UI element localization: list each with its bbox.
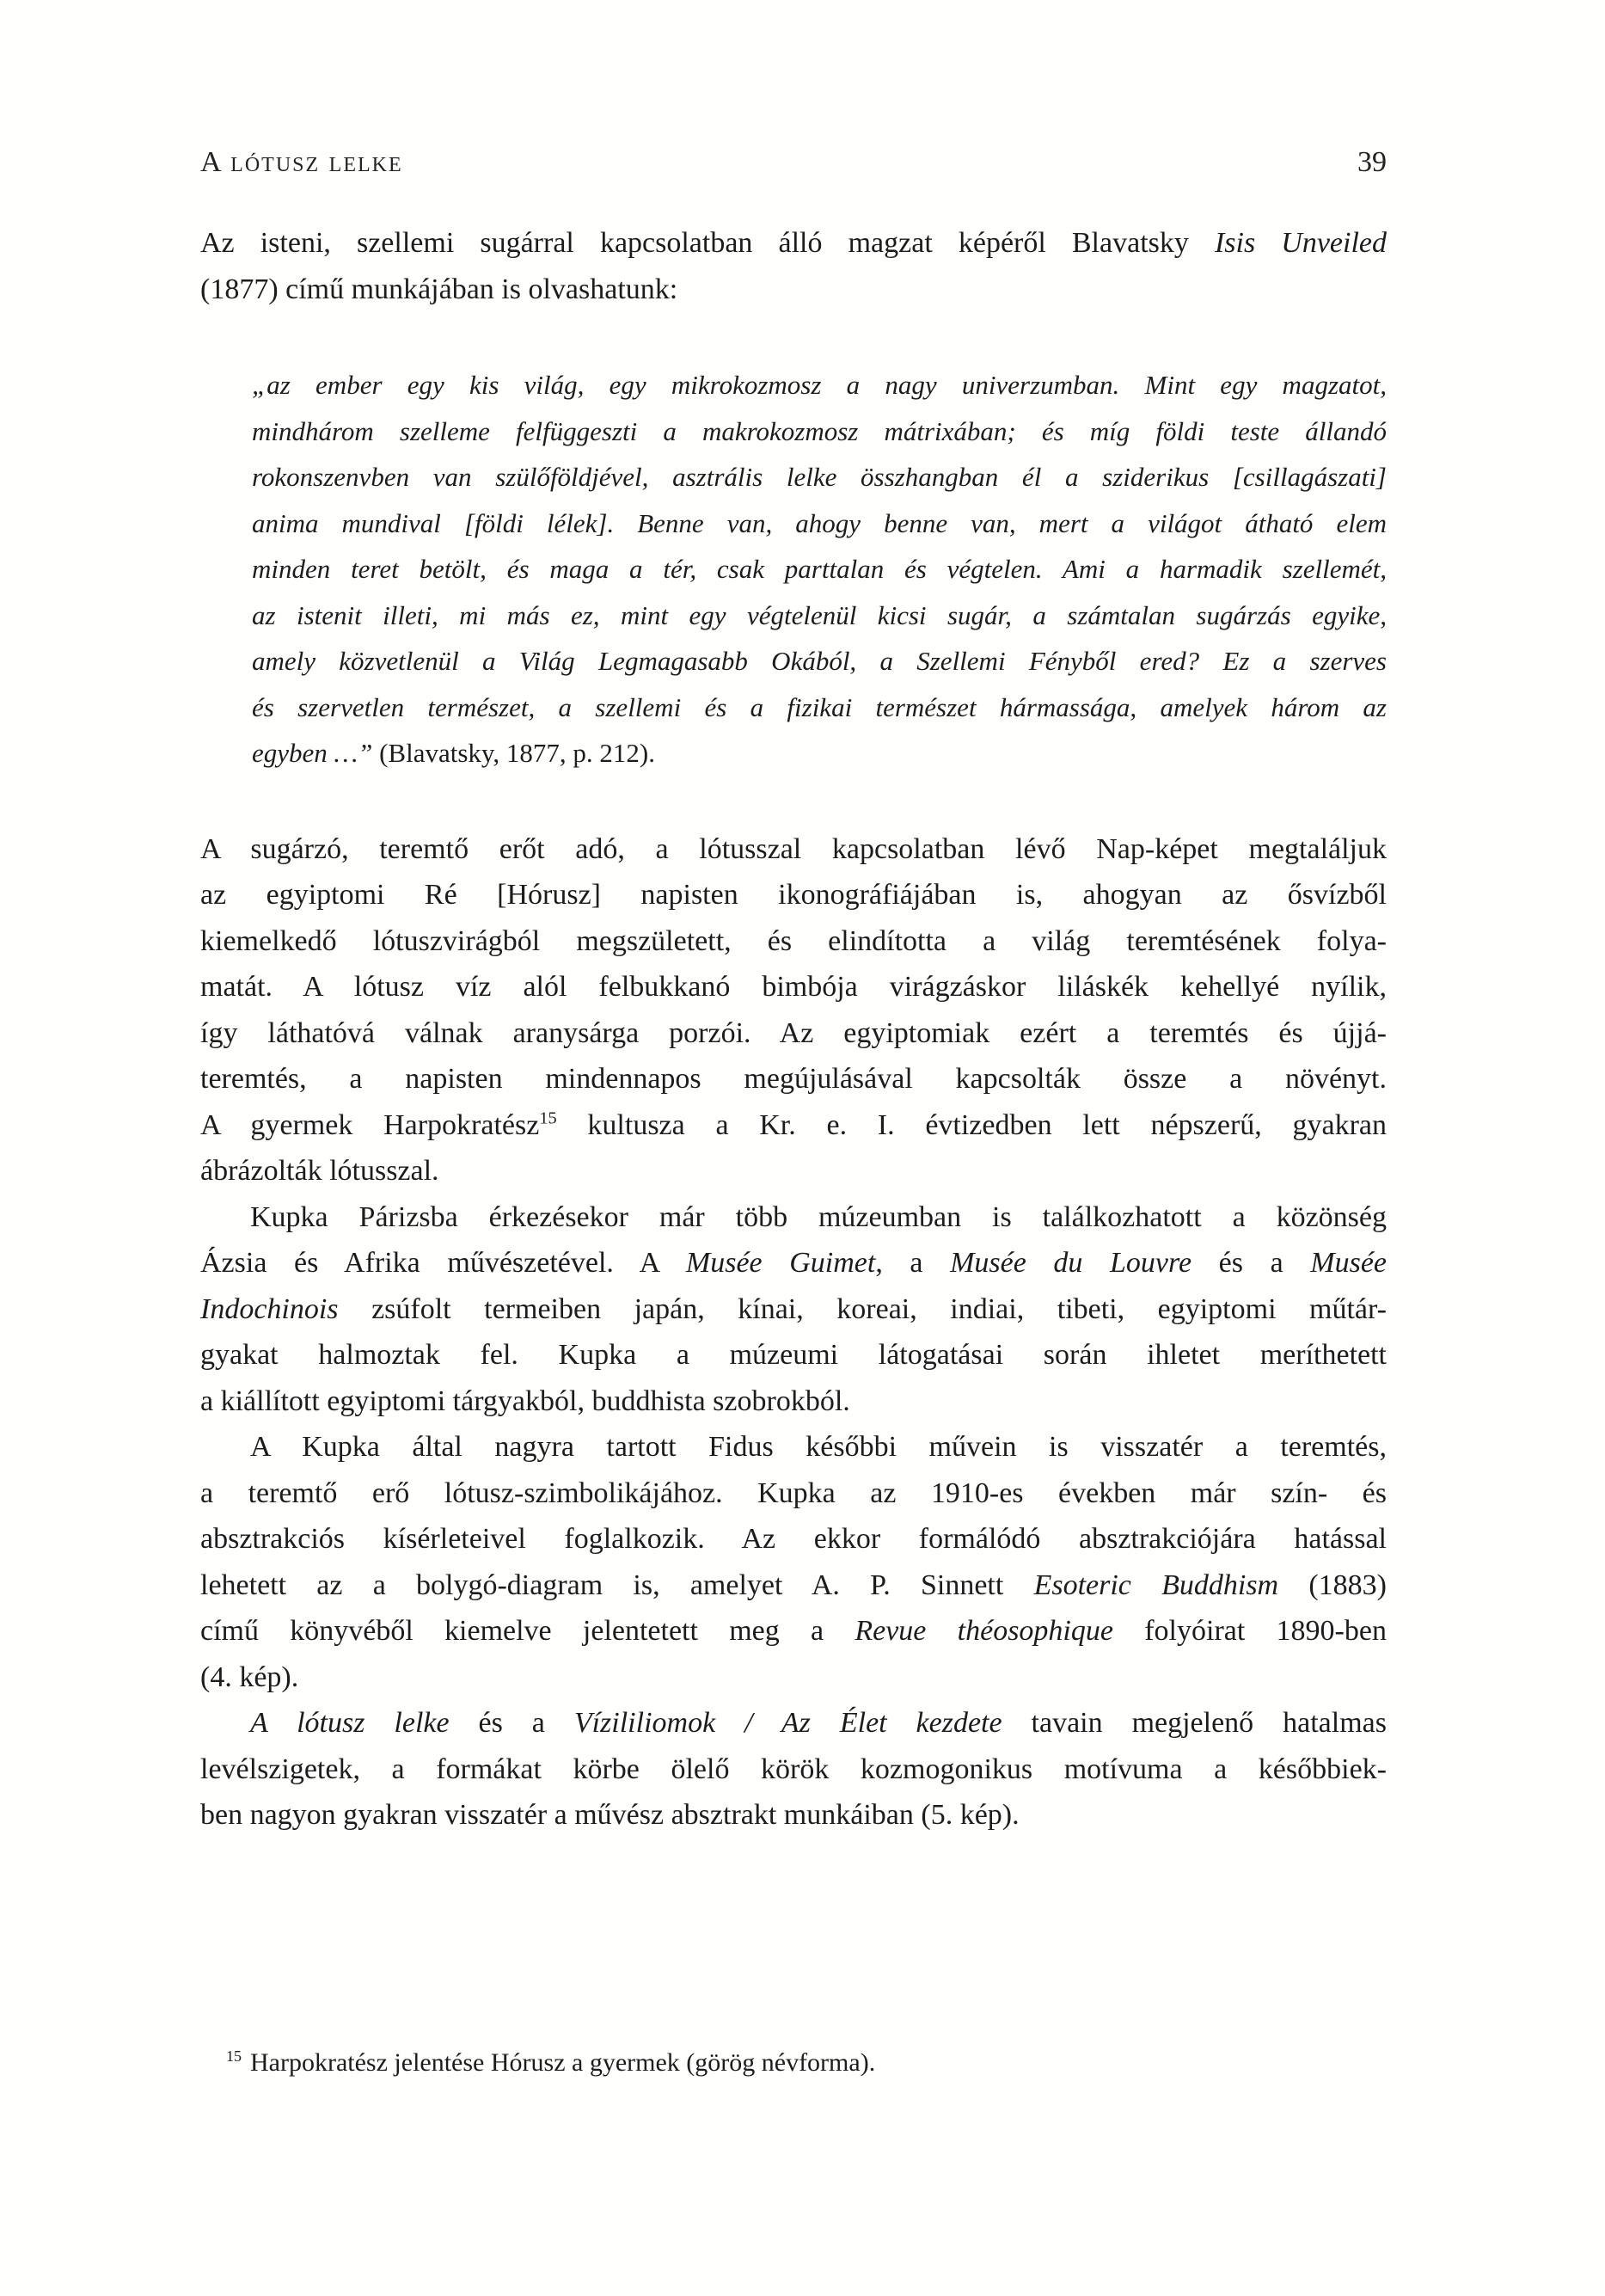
text-segment: lehetett az a bolygó-diagram is, amelyet A. P. Sinnett [200, 1569, 1034, 1601]
paragraph [200, 1700, 1387, 1839]
paragraph [200, 826, 1387, 1194]
text-line [252, 730, 1387, 777]
text-segment: tavain megjelenő hatalmas [1002, 1707, 1387, 1739]
text-line [200, 1562, 1387, 1609]
footnote-text: Harpokratész jelentése Hórusz a gyermek (görög névforma). [250, 2048, 876, 2077]
text-line [200, 267, 1387, 313]
text-line [252, 638, 1387, 685]
text-segment: Esoteric Buddhism [1033, 1569, 1279, 1601]
text-line [200, 1747, 1387, 1793]
paragraph [200, 1194, 1387, 1425]
text-segment: című könyvéből kiemelve jelentetett meg a [200, 1615, 855, 1647]
text-segment: és szervetlen természet, a szellemi és a fizikai természet hármassága, amelyek három az [252, 691, 1387, 722]
text-segment: levélszigetek, a formákat körbe ölelő körök kozmogonikus motívuma a későbbiek- [200, 1753, 1387, 1785]
text-line [200, 1056, 1387, 1102]
text-segment: kiemelkedő lótuszvirágból megszületett, és elindította a világ teremtésének folya- [200, 924, 1387, 957]
footnote [226, 2045, 1378, 2081]
running-header [200, 146, 1387, 179]
body-text [200, 220, 1387, 1839]
blockquote [252, 362, 1387, 777]
text-segment: amely közvetlenül a Világ Legmagasabb Okából, a Szellemi Fényből ered? Ez a szerves [252, 646, 1387, 676]
text-line [200, 964, 1387, 1010]
text-segment: Musée [1310, 1247, 1388, 1279]
text-line [200, 1470, 1387, 1517]
text-segment: Vízililiomok / Az Élet kezdete [573, 1707, 1002, 1739]
text-segment: a teremtő erő lótusz-szimbolikájához. Kupka az 1910-es években már szín- és [200, 1476, 1387, 1509]
text-segment: így láthatóvá válnak aranysárga porzói. Az egyiptomiak ezért a teremtés és újjá- [200, 1016, 1387, 1049]
text-line [200, 1332, 1387, 1378]
text-segment: Isis Unveiled [1214, 227, 1388, 259]
text-line [200, 1792, 1387, 1839]
text-segment: A gyermek Harpokratész [200, 1108, 540, 1141]
paragraph [200, 220, 1387, 312]
text-line [200, 918, 1387, 965]
text-line [252, 546, 1387, 592]
text-line [252, 500, 1387, 547]
text-segment: , a [875, 1247, 951, 1279]
text-segment: és a [1191, 1247, 1311, 1279]
text-segment: mindhárom szelleme felfüggeszti a makrokozmosz mátrixában; és míg földi teste állandó [252, 415, 1387, 446]
text-line [200, 872, 1387, 918]
text-line [200, 1424, 1387, 1470]
text-line [252, 408, 1387, 455]
text-line [252, 685, 1387, 731]
page-header-title: A lótusz lelke [200, 146, 403, 178]
text-segment: (Blavatsky, 1877, p. 212). [379, 738, 655, 768]
text-segment: „az ember egy kis világ, egy mikrokozmosz a nagy univerzumban. Mint egy magzatot, [252, 370, 1387, 400]
text-line [200, 1516, 1387, 1562]
text-segment: Indochinois [200, 1292, 339, 1325]
text-segment: A Kupka által nagyra tartott Fidus későbbi művein is visszatér a teremtés, [250, 1431, 1387, 1463]
text-segment: az egyiptomi Ré [Hórusz] napisten ikonográfiájában is, ahogyan az ősvízből [200, 879, 1387, 911]
text-segment: Az isteni, szellemi sugárral kapcsolatban álló magzat képéről Blavatsky [200, 227, 1215, 259]
text-segment: A lótusz lelke [250, 1707, 450, 1739]
text-segment: gyakat halmoztak fel. Kupka a múzeumi látogatásai során ihletet meríthetett [200, 1339, 1387, 1371]
text-segment: (4. kép). [200, 1661, 299, 1693]
text-line [200, 1010, 1387, 1057]
text-line [252, 592, 1387, 639]
text-segment: Musée Guimet [685, 1247, 876, 1279]
text-line [200, 1148, 1387, 1194]
text-segment: és a [449, 1707, 574, 1739]
footnote-marker: 15 [226, 2047, 242, 2065]
text-segment: (1883) [1278, 1569, 1387, 1601]
text-segment: folyóirat 1890-ben [1112, 1615, 1387, 1647]
paragraph [200, 1424, 1387, 1700]
text-segment: Revue théosophique [855, 1615, 1113, 1647]
text-segment: absztrakciós kísérleteivel foglalkozik. Az ekkor formálódó absztrakciójára hatással [200, 1523, 1387, 1555]
text-line [200, 1378, 1387, 1425]
footnote-reference: 15 [539, 1108, 557, 1128]
text-segment: teremtés, a napisten mindennapos megújulásával kapcsolták össze a növényt. [200, 1063, 1387, 1095]
text-segment: az istenit illeti, mi más ez, mint egy végtelenül kicsi sugár, a számtalan sugárzás egyike, [252, 599, 1387, 630]
text-segment: rokonszenvben van szülőföldjével, asztrális lelke összhangban él a sziderikus [csillagászati] [252, 462, 1387, 492]
text-segment: Ázsia és Afrika művészetével. A [200, 1247, 686, 1279]
text-segment: ábrázolták lótusszal. [200, 1155, 439, 1187]
text-segment: zsúfolt termeiben japán, kínai, koreai, indiai, tibeti, egyiptomi műtár- [338, 1292, 1387, 1325]
text-segment: anima mundival [földi lélek]. Benne van, ahogy benne van, mert a világot átható elem [252, 507, 1387, 538]
text-segment: Kupka Párizsba érkezésekor már több múzeumban is találkozhatott a közönség [250, 1200, 1387, 1233]
text-segment: egyben …” [252, 738, 380, 768]
text-line [252, 454, 1387, 500]
text-segment: Musée du Louvre [950, 1247, 1192, 1279]
page-number: 39 [1357, 146, 1387, 178]
text-segment: minden teret betölt, és maga a tér, csak parttalan és végtelen. Ami a harmadik szellemét, [252, 554, 1387, 584]
text-segment: kultusza a Kr. e. I. évtizedben lett népszerű, gyakran [556, 1108, 1387, 1141]
text-line [200, 1700, 1387, 1747]
text-line [200, 1102, 1387, 1149]
text-line [200, 1608, 1387, 1654]
text-line [200, 1654, 1387, 1701]
text-line [200, 1240, 1387, 1286]
text-segment: (1877) című munkájában is olvashatunk: [200, 273, 678, 305]
text-segment: a kiállított egyiptomi tárgyakból, buddhista szobrokból. [200, 1384, 850, 1417]
text-segment: ben nagyon gyakran visszatér a művész absztrakt munkáiban (5. kép). [200, 1799, 1020, 1831]
text-line [200, 1194, 1387, 1241]
text-line [200, 220, 1387, 267]
text-segment: A sugárzó, teremtő erőt adó, a lótusszal kapcsolatban lévő Nap-képet megtaláljuk [200, 832, 1387, 865]
text-line [200, 1286, 1387, 1333]
text-line [200, 826, 1387, 873]
text-segment: matát. A lótusz víz alól felbukkanó bimbója virágzáskor liláskék kehellyé nyílik, [200, 971, 1387, 1003]
text-line [252, 362, 1387, 408]
